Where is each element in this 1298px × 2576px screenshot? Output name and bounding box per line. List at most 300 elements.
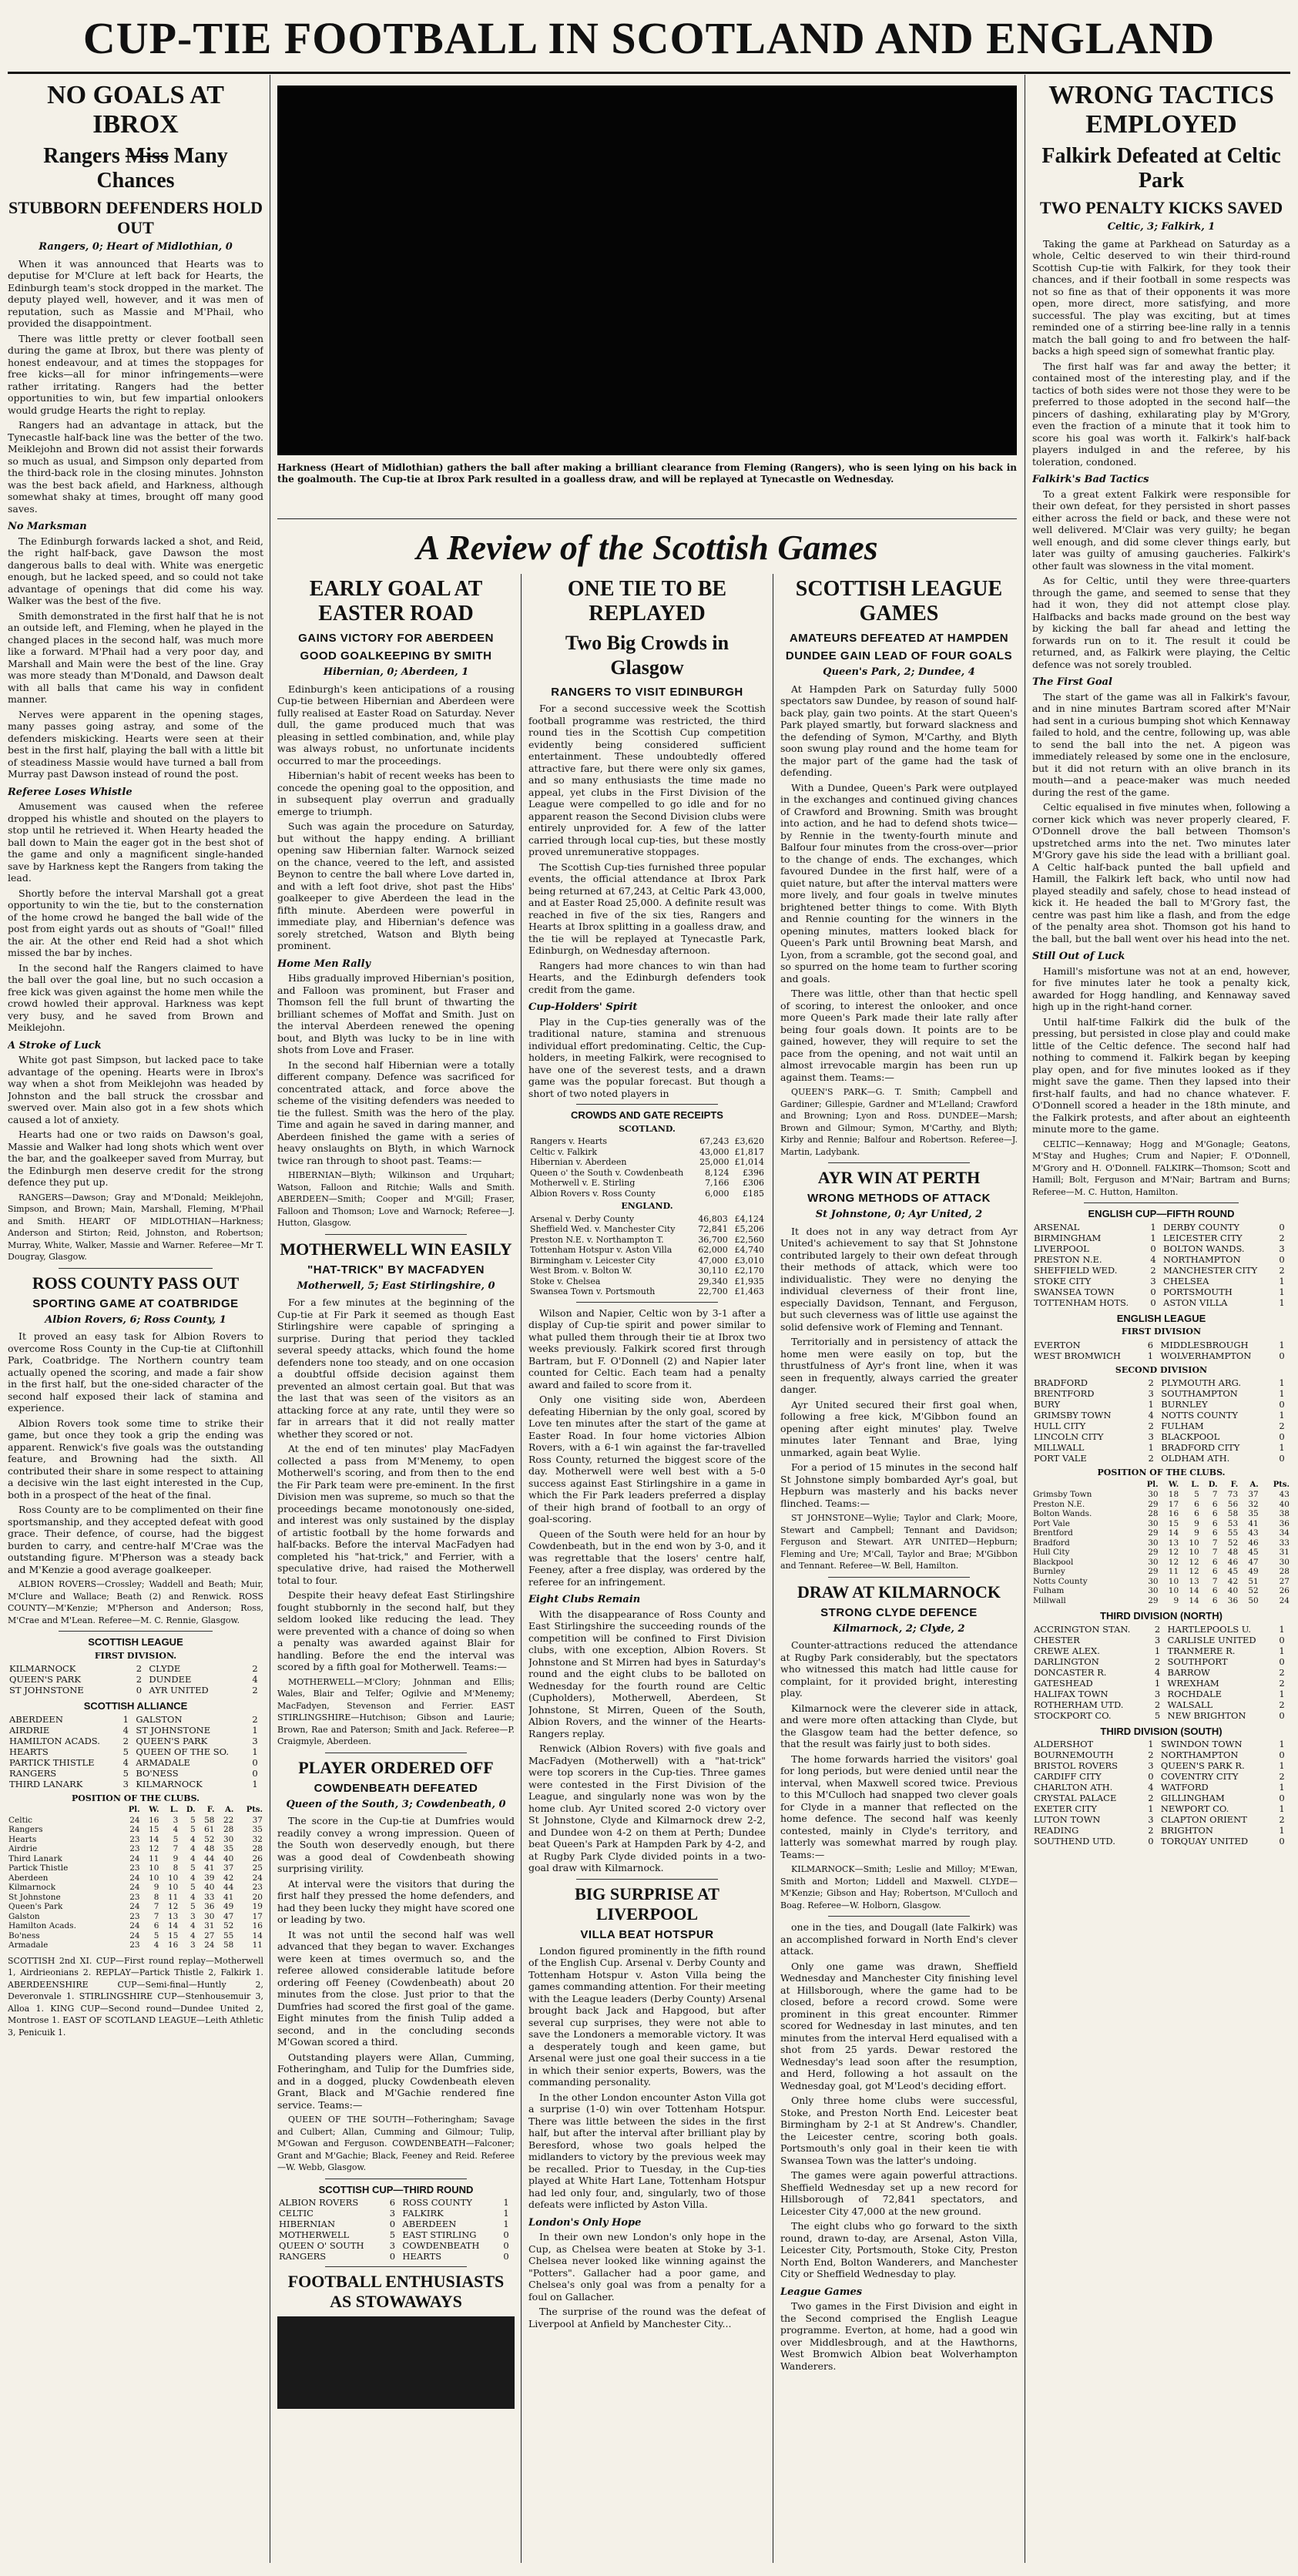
away-score: 4 — [252, 1674, 258, 1685]
stat-cell: 30 — [1148, 1490, 1159, 1499]
stat-cell: 6 — [1212, 1586, 1218, 1595]
article-paragraph: Hamill's misfortune was not at an end, however, for five minutes later he took a penalty kick, awarded for Hogg handling, and Kennaway saved high up in the right-hand corner. — [1032, 964, 1290, 1012]
masthead — [8, 4, 1290, 74]
table-row — [528, 1178, 766, 1189]
stat-cell: 42 — [1227, 1576, 1239, 1586]
table-row — [1032, 1509, 1290, 1519]
results-table — [1032, 1739, 1290, 1846]
match-photo — [277, 86, 1017, 455]
home-score: 2 — [136, 1674, 143, 1685]
table-row — [528, 1276, 766, 1287]
table-title: THIRD DIVISION (SOUTH) — [1100, 1725, 1223, 1737]
article-paragraph: Play in the Cup-ties generally was of the traditional nature, stamina and strenuous individual effort predominating. Celtic, the Cup-holders, in meeting Falkirk, were recognised to have one of the severest tests, and a drawn game was the popular forecast. But though a short of two noted players in — [528, 1015, 766, 1099]
stat-cell: 52 — [1248, 1586, 1259, 1595]
club-name: Grimsby Town — [1033, 1490, 1092, 1499]
stat-cell: 13 — [167, 1911, 179, 1921]
table-row — [528, 1235, 766, 1246]
home-team: READING — [1034, 1825, 1079, 1836]
table-row — [1032, 1265, 1290, 1276]
away-score: 0 — [1279, 1253, 1285, 1265]
headline: EARLY GOAL AT EASTER ROAD — [309, 577, 483, 626]
side-heading: Cup-Holders' Spirit — [528, 1001, 638, 1013]
away-team: QUEEN'S PARK R. — [1160, 1760, 1245, 1771]
stat-cell: 23 — [252, 1883, 263, 1892]
home-team: BURY — [1034, 1399, 1061, 1410]
headline: SCOTTISH LEAGUE GAMES — [795, 577, 1003, 626]
away-team: CLAPTON ORIENT — [1160, 1814, 1247, 1825]
stat-cell: 9 — [1194, 1528, 1199, 1538]
home-score: 2 — [1148, 1793, 1154, 1803]
table-row — [1032, 1399, 1290, 1410]
club-name: Bradford — [1033, 1538, 1070, 1548]
home-team: CARDIFF CITY — [1034, 1771, 1102, 1782]
home-score: 5 — [122, 1746, 129, 1757]
stat-cell: 73 — [1227, 1490, 1239, 1499]
table-row — [1032, 1656, 1290, 1667]
table-row — [1032, 1567, 1290, 1577]
stat-cell: 4 — [190, 1844, 196, 1853]
stat-cell: 23 — [129, 1911, 140, 1921]
home-team: RANGERS — [279, 2251, 327, 2262]
gate-receipts: £396 — [743, 1167, 764, 1178]
stat-cell: 10 — [1168, 1576, 1179, 1586]
home-team: CHESTER — [1034, 1634, 1080, 1645]
table-row — [8, 1835, 263, 1845]
stat-cell: 5 — [190, 1902, 196, 1911]
table-row — [8, 1746, 263, 1757]
article-paragraph: Counter-attractions reduced the attendance at Rugby Park considerably, but the spectators who witnessed this match had little cause for complaint, for it provided bright, interesting play. — [780, 1639, 1018, 1699]
table-row — [1032, 1596, 1290, 1606]
gate-receipts: £1,935 — [734, 1276, 764, 1286]
home-team: ARSENAL — [1034, 1221, 1080, 1233]
article-paragraph: Queen of the South were held for an hour by Cowdenbeath, but in the end won by 3-0, and it was regrettable that the losers' centre half, Feeney, after a free display, was ordered by the referee for an infringement. — [528, 1528, 766, 1588]
home-team: ACCRINGTON STAN. — [1034, 1623, 1131, 1635]
article-paragraph: The games were again powerful attractions. Sheffield Wednesday set up a new record for Hillsborough of 72,841 spectators, and Leicester City 47,000 at the new ground. — [780, 2169, 1018, 2217]
gate-receipts: £4,124 — [734, 1213, 764, 1224]
stat-cell: 27 — [204, 1930, 215, 1940]
table-row — [277, 2251, 515, 2262]
headline: DRAW AT KILMARNOCK — [797, 1581, 1001, 1602]
article-paragraph: There was little pretty or clever football seen during the game at Ibrox, but there was plenty of honest endeavour, and at times the stoppages for free kicks—all for minor infringements—were rather irritating. Rangers had the better opportunities to win, but few impartial onlookers would grudge Hearts the right to replay. — [8, 332, 263, 416]
attendance: 62,000 — [698, 1245, 728, 1255]
table-row — [528, 1147, 766, 1158]
table-row — [1032, 1233, 1290, 1243]
stat-cell: 6 — [1212, 1518, 1218, 1528]
team-lineups: QUEEN OF THE SOUTH—Fotheringham; Savage and Culbert; Allan, Cumming and Gilmour; Tulip, M'Gowan and Ferguson. COWDENBEATH—Falconer; Grant and M'Gachie; Black, Feeney and Reid. Referee—W. Webb, Glasgow. — [277, 2115, 515, 2172]
stat-cell: 30 — [1148, 1518, 1159, 1528]
stat-cell: 9 — [1173, 1595, 1179, 1605]
home-score: 1 — [1147, 1350, 1154, 1361]
article-paragraph: Shortly before the interval Marshall got a great opportunity to win the tie, but to the consternation of the home crowd he banged the ball wide of the post from eight yards out as shouts of "Goal!" filled the air. At the other end Reid had a shot which missed the bar by inches. — [8, 887, 263, 958]
headline-deck: RANGERS TO VISIT EDINBURGH — [551, 686, 743, 699]
article-paragraph: Celtic equalised in five minutes when, following a corner kick which was never properly cleared, F. O'Donnell drove the ball between Thomson's upstretched arms into the net. Two minutes later M'Grory gave his side the lead with a brilliant goal. A Celtic half-back punted the ball upfield and Hamill, the Falkirk left back, who until now had played steadily and safely, chose to head instead of kick it. He headed the ball to M'Grory fast, the centre was past him like a flash, and from the edge of the penalty area shot. Thomson got his hand to the ball, but the ball went over his head into the net. — [1032, 801, 1290, 944]
home-score: 2 — [1148, 1420, 1154, 1431]
away-score: 1 — [1279, 1442, 1285, 1453]
stat-cell: 9 — [173, 1853, 179, 1863]
home-team: THIRD LANARK — [9, 1778, 83, 1789]
article-paragraph: The home forwards harried the visitors' goal for long periods, but were denied until near the interval, when Maxwell scored twice. Previous to this M'Culloch had snapped two clever goals for Clyde in a manner that reflected on the home defence. The second half was keenly contested, mainly in Clyde's territory, and latterly was somewhat marred by rough play. Teams:— — [780, 1753, 1018, 1860]
table-row — [528, 1256, 766, 1266]
stat-cell: 15 — [1168, 1518, 1179, 1528]
table-row — [1032, 1538, 1290, 1548]
table-row — [8, 1725, 263, 1736]
table-row — [1032, 1276, 1290, 1286]
home-team: BRENTFORD — [1034, 1388, 1095, 1399]
stat-cell: 12 — [1189, 1567, 1199, 1576]
article-paragraph: Hibs gradually improved Hibernian's position, and Falloon was prominent, but Fraser and Thomson fell the full brunt of thwarting the brilliant schemes of Moffat and Smith. Just on the interval Aberdeen renewed the opening bout, and Blyth was lucky to be in line with shots from Love and Fraser. — [277, 972, 515, 1055]
stat-cell: 50 — [1248, 1595, 1259, 1605]
article-paragraph: Only one game was drawn, Sheffield Wednesday and Manchester City finishing level at Hillsborough, where the game had to be closed, before a record crowd. Some were prominent in this great encounter. Rimmer scored for Wednesday in last minutes, and ten minutes from the interval Herd equalised with a shot from 25 yards. Dewar restored the Wednesday's lead soon after the resumption, and Herd, following a hot assault on the Wednesday goal, got M'Leod's deciding effort. — [780, 1960, 1018, 2091]
away-score: 1 — [252, 1724, 258, 1736]
home-team: EVERTON — [1034, 1339, 1081, 1350]
stat-cell: 6 — [1212, 1567, 1218, 1576]
stat-cell: 6 — [1212, 1595, 1218, 1605]
column-4 — [780, 574, 1018, 2564]
stat-cell: 34 — [1279, 1528, 1290, 1538]
away-team: ST JOHNSTONE — [136, 1724, 211, 1736]
home-score: 2 — [1154, 1623, 1161, 1635]
column-header: L. — [169, 1806, 179, 1814]
stat-cell: 52 — [1227, 1538, 1239, 1548]
stat-cell: 4 — [190, 1892, 196, 1902]
stat-cell: 47 — [1248, 1557, 1259, 1567]
masthead-title: CUP-TIE FOOTBALL IN SCOTLAND AND ENGLAND — [82, 12, 1216, 63]
article-paragraph: For a second successive week the Scottish football programme was restricted, the third round ties in the Scottish Cup competition evidently being considered sufficient entertainment. These undoubtedly offered attractive fare, but there were only six games, and so many enthusiasts the time made no appeal, yet clubs in the First Division of the League were compelled to go idle and for no apparent reason the Second Division clubs were entirely unprovided for. A few of the latter carried through local cup-ties, but these mostly proved unremunerative stoppages. — [528, 703, 766, 857]
home-score: 1 — [1150, 1221, 1156, 1233]
stat-cell: 20 — [252, 1892, 263, 1902]
stat-cell: 5 — [190, 1883, 196, 1892]
attendance: 30,110 — [698, 1266, 728, 1276]
home-team: MOTHERWELL — [279, 2229, 350, 2240]
article-paragraph: It was not until the second half was well advanced that they began to waver. Exchanges were keen at times overmuch so, and the referee allowed considerable latitude before ordering off Feeney (Cowdenbeath) about 20 minutes from the close. Just prior to that the Dumfries had scored the first goal of the game. Eight minutes from the finish Tulip added a second, and in the concluding seconds M'Gowan scored a third. — [277, 1928, 515, 2048]
divider — [828, 1162, 971, 1163]
away-team: SWINDON TOWN — [1160, 1739, 1243, 1749]
article-paragraph: It does not in any way detract from Ayr United's achievement to say that St Johnstone contributed largely to their own defeat through their methods of attack, which were too individualistic. They were no denying the individual cleverness of their front line, especially Davidson, Tennant, and Ferguson, but such cleverness was of little use against the solid defensive work of Fleming and Tennant. — [780, 1225, 1018, 1333]
article-paragraph: Nerves were apparent in the opening stages, many passes going astray, and some of the defenders miskicking. Hearts were seen at their best in the first half, playing the ball with a little bit of steadiness Massie would have turned a ball from Murray past Dawson instead of round the post. — [8, 708, 263, 780]
home-team: STOKE CITY — [1034, 1275, 1092, 1286]
table-row — [8, 1921, 263, 1931]
away-team: WREXHAM — [1167, 1677, 1219, 1689]
stat-cell: 47 — [223, 1911, 234, 1921]
stat-cell: 48 — [204, 1844, 215, 1853]
column-header: F. — [1230, 1480, 1239, 1489]
table-row — [8, 1663, 263, 1674]
stat-cell: 12 — [1168, 1548, 1179, 1557]
misc-results: SCOTTISH 2nd XI. CUP—First round replay—Motherwell 1, Airdrieonians 2. REPLAY—Partick Thistle 2, Falkirk 1. ABERDEENSHIRE CUP—Semi-final—Huntly 2, Deveronvale 1. STIRLINGSHIRE CUP—Stenhousemuir 3, Alloa 1. KING CUP—Second round—Dundee United 2, Montrose 1. EAST OF SCOTLAND LEAGUE—Leith Athletic 3, Penicuik 1. — [8, 1955, 263, 2038]
club-name: Bo'ness — [8, 1930, 40, 1940]
table-row — [1032, 1749, 1290, 1760]
home-score: 0 — [389, 2251, 396, 2262]
headline: PLAYER ORDERED OFF — [298, 1757, 494, 1777]
stat-cell: 41 — [204, 1863, 215, 1873]
away-team: HEARTS — [402, 2251, 442, 2262]
home-score: 2 — [136, 1663, 143, 1674]
home-score: 4 — [1148, 1410, 1154, 1420]
away-team: MANCHESTER CITY — [1163, 1264, 1258, 1276]
stat-cell: 49 — [223, 1902, 234, 1911]
table-subtitle: SECOND DIVISION — [1115, 1364, 1208, 1375]
home-team: PRESTON N.E. — [1034, 1253, 1102, 1265]
table-row — [1032, 1388, 1290, 1399]
home-team: BRISTOL ROVERS — [1034, 1760, 1119, 1771]
stat-cell: 10 — [1189, 1548, 1199, 1557]
article-paragraph: Two games in the First Division and eight in the Second comprised the English League programme. Everton, at home, had a good win over Middlesbrough, and at the Hawthorns, West Bromwich Albion beat Wolverhampton Wanderers. — [780, 2300, 1018, 2372]
stat-cell: 14 — [252, 1930, 263, 1940]
away-score: 0 — [1279, 1793, 1285, 1803]
gate-receipts: £3,010 — [734, 1255, 764, 1266]
stat-cell: 7 — [1212, 1538, 1218, 1548]
table-row — [8, 1844, 263, 1854]
column-header: L. — [1191, 1480, 1199, 1489]
stat-cell: 6 — [153, 1921, 159, 1930]
home-team: BRADFORD — [1034, 1377, 1088, 1388]
table-row — [277, 2229, 515, 2240]
stat-cell: 30 — [1148, 1576, 1159, 1586]
club-name: Rangers — [8, 1825, 43, 1834]
table-row — [528, 1286, 766, 1297]
stat-cell: 24 — [129, 1921, 140, 1930]
team-lineups: QUEEN'S PARK—G. T. Smith; Campbell and Gardiner; Gillespie, Gardner and M'Lelland; Crawford and Browning; Lyon and Ross. DUNDEE—Marsh; Brown and Gilmour; Symon, M'Carthy, and Blyth; Kirby and Rennie; Balfour and Robertson. Referee—J. Martin, Ladybank. — [780, 1087, 1018, 1157]
fixture: Preston N.E. v. Northampton T. — [530, 1234, 664, 1245]
stat-cell: 6 — [1212, 1499, 1218, 1509]
article-paragraph: For a few minutes at the beginning of the Cup-tie at Fir Park it seemed as though East Stirlingshire were capable of springing a surprise. During that period they tackled several speedy attacks, which found the home defenders none too steady, and on one occasion a doubtful offside decision against them prevented an almost certain goal. But that was the last that was seen of the visitors as an attacking force at any rate, until they were so far in arrears that it did not really matter whether they scored or not. — [277, 1296, 515, 1440]
dark-print-block — [277, 2316, 515, 2409]
side-heading: Eight Clubs Remain — [528, 1594, 641, 1605]
stat-cell: 29 — [1148, 1548, 1159, 1557]
club-name: Fulham — [1033, 1586, 1065, 1595]
column-header — [8, 1806, 119, 1816]
article-paragraph: Territorially and in persistency of attack the home men were easily on top, but the thrustfulness of Ayr's front line, when it was seen in frequently, always carried the greater danger. — [780, 1336, 1018, 1395]
away-team: BO'NESS — [136, 1767, 179, 1779]
fixture: Tottenham Hotspur v. Aston Villa — [530, 1245, 672, 1255]
stat-cell: 37 — [1248, 1490, 1259, 1499]
away-score: 1 — [503, 2197, 509, 2208]
fixture: Albion Rovers v. Ross County — [530, 1188, 656, 1199]
away-team: DERBY COUNTY — [1163, 1221, 1240, 1233]
away-score: 1 — [503, 2219, 509, 2229]
article-paragraph: The score in the Cup-tie at Dumfries would readily convey a wrong impression. Queen of the South won deservedly enough, but there was a good deal of Cowdenbeath showing surprising virility. — [277, 1815, 515, 1874]
stat-cell: 33 — [1279, 1538, 1290, 1548]
side-heading: Still Out of Luck — [1032, 951, 1125, 962]
away-score: 1 — [1279, 1825, 1285, 1836]
stat-cell: 30 — [204, 1911, 215, 1921]
stat-cell: 24 — [129, 1883, 140, 1892]
home-score: 3 — [389, 2240, 396, 2251]
table-row — [528, 1224, 766, 1235]
stat-cell: 14 — [1189, 1586, 1199, 1595]
home-score: 4 — [122, 1756, 129, 1768]
fixture: Arsenal v. Derby County — [530, 1213, 635, 1224]
side-heading: London's Only Hope — [528, 2216, 642, 2229]
headline: WRONG TACTICS EMPLOYED — [1048, 81, 1274, 139]
table-header-row — [1032, 1481, 1290, 1491]
divider — [59, 1268, 212, 1269]
table-row — [1032, 1793, 1290, 1803]
home-team: HEARTS — [9, 1746, 49, 1757]
stat-cell: 42 — [223, 1873, 234, 1883]
article-paragraph: As for Celtic, until they were three-quarters through the game, and seemed to sense that they had it won, they did not attempt close play. Halfbacks and backs made ground on the best way by kicking the ball far ahead and letting the forwards run on to it. The result it could be returned, and, as Falkirk were playing, the Celtic defence was not sorely troubled. — [1032, 575, 1290, 670]
crowd-table — [528, 1136, 766, 1199]
article-paragraph: In the second half the Rangers claimed to have the ball over the goal line, but no such occasion a free kick was given against the home men while the crowd howled their approval. Harkness was kept very busy, and he saved from Brown and Meiklejohn. — [8, 961, 263, 1033]
results-table — [1032, 1624, 1290, 1721]
table-row — [1032, 1814, 1290, 1825]
table-row — [1032, 1710, 1290, 1721]
stat-cell: 24 — [204, 1940, 215, 1950]
article-paragraph: London figured prominently in the fifth round of the English Cup. Arsenal v. Derby County and Tottenham Hotspur v. Aston Villa being the games commanding attention. For their meeting with the League leaders (Derby County) Arsenal brought back Jack and Hapgood, but after several cup surprises, they were not able to save the Londoners a memorable victory. It was a desperately tough and keen game, but Arsenal were just one goal their success in a tie in which their senior experts, Bowers, was the commanding personality. — [528, 1944, 766, 2088]
away-score: 2 — [1279, 1814, 1285, 1825]
article-paragraph: To a great extent Falkirk were responsible for their own defeat, for they persisted in short passes either across the field or back, and these were not well delivered. M'Clair was very guilty; he began well enough, and did some clever things early, but later was guilty of amusing gaucheries. Falkirk's other fault was slowness in the vital moment. — [1032, 488, 1290, 572]
stat-cell: 46 — [1248, 1538, 1259, 1548]
stat-cell: 58 — [1227, 1509, 1239, 1518]
article-paragraph: In the other London encounter Aston Villa got a surprise (1-0) win over Tottenham Hotspur. There was little between the sides in the first half, but after the interval after brilliant play by Beresford, whose two goals helped the midlanders to victory by the previous week may be recalled. Prior to Tuesday, in the Cup-ties played at White Hart Lane, Tottenham Hotspur had led only four, and, singularly, two of those defeats were inflicted by Aston Villa. — [528, 2091, 766, 2210]
stat-cell: 7 — [1212, 1490, 1218, 1499]
stat-cell: 46 — [1227, 1557, 1239, 1567]
away-score: 3 — [252, 1735, 258, 1746]
stat-cell: 8 — [153, 1892, 159, 1902]
home-team: ST JOHNSTONE — [9, 1685, 84, 1696]
table-row — [8, 1940, 263, 1950]
stat-cell: 5 — [190, 1825, 196, 1834]
away-score: 0 — [503, 2240, 509, 2251]
away-team: WATFORD — [1160, 1782, 1209, 1793]
table-row — [8, 1674, 263, 1685]
away-score: 1 — [252, 1778, 258, 1789]
away-team: GALSTON — [136, 1713, 183, 1725]
article-paragraph: The first half was far and away the better; it contained most of the interesting play, and if the tactics of both sides were not those they were to be preferred to those adopted in the second half—the pincers of dashing, exhilarating play by M'Grory, even the fraction of a minute that it took him to score his goal was worth it. Falkirk's half-back players indulged in and the referee, by his toleration, condoned. — [1032, 360, 1290, 468]
table-row — [1032, 1500, 1290, 1510]
home-score: 3 — [1148, 1388, 1154, 1399]
stat-cell: 11 — [252, 1940, 263, 1950]
divider — [576, 1879, 719, 1880]
stat-cell: 4 — [173, 1825, 179, 1834]
attendance: 43,000 — [699, 1146, 729, 1157]
home-team: TOTTENHAM HOTS. — [1034, 1296, 1129, 1308]
home-score: 5 — [1154, 1709, 1161, 1721]
stat-cell: 8 — [173, 1863, 179, 1873]
stat-cell: 26 — [252, 1853, 263, 1863]
score-line: Celtic, 3; Falkirk, 1 — [1107, 221, 1216, 233]
article-paragraph: Renwick (Albion Rovers) with five goals and MacFadyen (Motherwell) with a "hat-trick" were top scorers in the Cup-ties. Three games were contested in the First Division of the League, and singularly none was won by the home club. Ayr United scored 2-0 victory over St Johnstone, Clyde and Kilmarnock drew 2-2, and Dundee won 4-2 on them at Perth; Dundee beat Queen's Park at Hampden Park by 4-2, and at Rugby Park Clyde divided points in a two-goal draw with Kilmarnock. — [528, 1742, 766, 1873]
away-score: 1 — [1279, 1286, 1285, 1297]
headline: ROSS COUNTY PASS OUT — [32, 1273, 240, 1293]
column-header: A. — [225, 1806, 234, 1814]
away-score: 0 — [252, 1767, 258, 1779]
stat-cell: 51 — [1248, 1576, 1259, 1586]
home-score: 0 — [1150, 1243, 1156, 1254]
article-paragraph: Kilmarnock were the cleverer side in attack, and were more often attacking than Clyde, but the Glasgow team had the better defence, so that the result was fairly just to both sides. — [780, 1702, 1018, 1749]
away-score: 2 — [1279, 1699, 1285, 1710]
stat-cell: 22 — [223, 1815, 234, 1825]
table-row — [1032, 1377, 1290, 1388]
article-paragraph: Only three home clubs were successful, Stoke, and Preston North End. Leicester beat Birmingham by 2-1 at St Andrew's. Chandler, the Leicester centre, scoring both goals. Portsmouth's only goal in their keen tie with Swansea Town was the latter's undoing. — [780, 2095, 1018, 2166]
away-score: 1 — [1279, 1388, 1285, 1399]
table-row — [1032, 1689, 1290, 1699]
divider — [828, 1916, 971, 1917]
column-header: F. — [206, 1806, 215, 1814]
article-paragraph: Wilson and Napier, Celtic won by 3-1 after a display of Cup-tie spirit and power similar to what pulled them through their tie at Ibrox two weeks previously. Falkirk scored first through Bartram, but F. O'Donnell (2) and Napier later counted for Celtic. Each team had a penalty award and failed to score from it. — [528, 1306, 766, 1390]
club-name: Preston N.E. — [1033, 1499, 1085, 1509]
stat-cell: 10 — [167, 1883, 179, 1892]
side-heading: No Marksman — [8, 521, 87, 532]
table-row — [1032, 1760, 1290, 1771]
headline: NO GOALS AT IBROX — [47, 81, 224, 139]
stat-cell: 52 — [223, 1921, 234, 1930]
away-team: COWDENBEATH — [402, 2240, 480, 2251]
headline-deck: "HAT-TRICK" BY MACFADYEN — [307, 1263, 485, 1276]
stat-cell: 6 — [1212, 1528, 1218, 1538]
article-paragraph: The eight clubs who go forward to the sixth round, drawn to-day, are Arsenal, Aston Villa, Leicester City, Portsmouth, Stoke City, Preston North End, Bolton Wanderers, and Manchester City or Sheffield Wednesday to play. — [780, 2220, 1018, 2279]
headline-sub: Rangers Miss Many Chances — [43, 144, 228, 193]
stat-cell: 13 — [1168, 1538, 1179, 1548]
stat-cell: 7 — [153, 1911, 159, 1921]
stat-cell: 37 — [223, 1863, 234, 1873]
home-team: SOUTHEND UTD. — [1034, 1836, 1115, 1846]
home-team: BIRMINGHAM — [1034, 1232, 1102, 1243]
table-row — [1032, 1528, 1290, 1538]
stat-cell: 16 — [149, 1815, 159, 1825]
table-row — [8, 1863, 263, 1873]
away-score: 1 — [1279, 1739, 1285, 1749]
stat-cell: 3 — [190, 1911, 196, 1921]
stat-cell: 43 — [1279, 1490, 1290, 1499]
article-paragraph: The Scottish Cup-ties furnished three popular events, the official attendance at Ibrox Park being returned at 67,243, at Celtic Park 43,000, and at Easter Road 25,000. A definite result was reached in five of the six ties, Rangers and Hearts at Ibrox splitting in a goalless draw, and the tie will be replayed at Tynecastle Park, Edinburgh, on Wednesday afternoon. — [528, 860, 766, 956]
home-score: 3 — [1148, 1760, 1154, 1771]
article-paragraph: Amusement was caused when the referee dropped his whistle and shouted on the players to stop until he retrieved it. When Hearty headed the ball down to Main the eager got in the best shot of the game and only a magnificent single-handed save by Harkness kept the Rangers from taking the lead. — [8, 800, 263, 884]
stat-cell: 44 — [223, 1883, 234, 1892]
home-team: CELTIC — [279, 2208, 314, 2219]
headline-deck: COWDENBEATH DEFEATED — [314, 1781, 478, 1795]
stat-cell: 27 — [1279, 1576, 1290, 1586]
table-row — [1032, 1825, 1290, 1836]
club-name: Galston — [8, 1911, 40, 1921]
headline-deck: STRONG CLYDE DEFENCE — [820, 1605, 978, 1619]
table-row — [8, 1757, 263, 1768]
table-row — [8, 1893, 263, 1903]
club-name: Queen's Park — [8, 1902, 63, 1911]
away-team: BRIGHTON — [1160, 1825, 1213, 1836]
stat-cell: 31 — [1279, 1548, 1290, 1557]
attendance: 47,000 — [698, 1255, 728, 1266]
home-team: CREWE ALEX. — [1034, 1645, 1100, 1656]
article-paragraph: At Hampden Park on Saturday fully 5000 spectators saw Dundee, by reason of sound half-back play, gain two points. At the start Queen's Park played smartly, but forward slackness and the defending of Symon, M'Carthy, and Blyth soon swung play round and the home team for the major part of the game had the task of defending. — [780, 683, 1018, 778]
attendance: 7,166 — [705, 1178, 729, 1188]
column-header: W. — [149, 1806, 159, 1814]
stat-cell: 6 — [1212, 1509, 1218, 1518]
stat-cell: 14 — [149, 1834, 159, 1844]
team-lineups: RANGERS—Dawson; Gray and M'Donald; Meiklejohn, Simpson, and Brown; Main, Marshall, Fleming, M'Phail and Smith. HEART OF MIDLOTHIAN—Harkness; Anderson and Stirton; Reid, Johnston, and Robertson; Murray, White, Walker, Massie and Warner. Referee—Mr T. Dougray, Glasgow. — [8, 1192, 263, 1262]
attendance: 6,000 — [705, 1188, 729, 1199]
stat-cell: 12 — [1189, 1557, 1199, 1567]
home-score: 4 — [1154, 1666, 1161, 1678]
home-team: HAMILTON ACADS. — [9, 1735, 100, 1746]
stat-cell: 5 — [190, 1863, 196, 1873]
away-score: 2 — [1279, 1264, 1285, 1276]
stat-cell: 29 — [1148, 1528, 1159, 1538]
home-score: 4 — [122, 1724, 129, 1736]
stat-cell: 35 — [1248, 1509, 1259, 1518]
stat-cell: 55 — [223, 1930, 234, 1940]
stat-cell: 45 — [1248, 1548, 1259, 1557]
home-team: LINCOLN CITY — [1034, 1431, 1104, 1442]
away-score: 1 — [1279, 1760, 1285, 1771]
home-score: 0 — [1150, 1286, 1156, 1297]
headline-deck: SPORTING GAME AT COATBRIDGE — [32, 1296, 239, 1310]
table-row — [8, 1912, 263, 1922]
fixture: Swansea Town v. Portsmouth — [530, 1286, 656, 1296]
away-team: FALKIRK — [402, 2208, 444, 2219]
gate-receipts: £5,206 — [734, 1224, 764, 1234]
away-score: 0 — [1279, 1749, 1285, 1760]
